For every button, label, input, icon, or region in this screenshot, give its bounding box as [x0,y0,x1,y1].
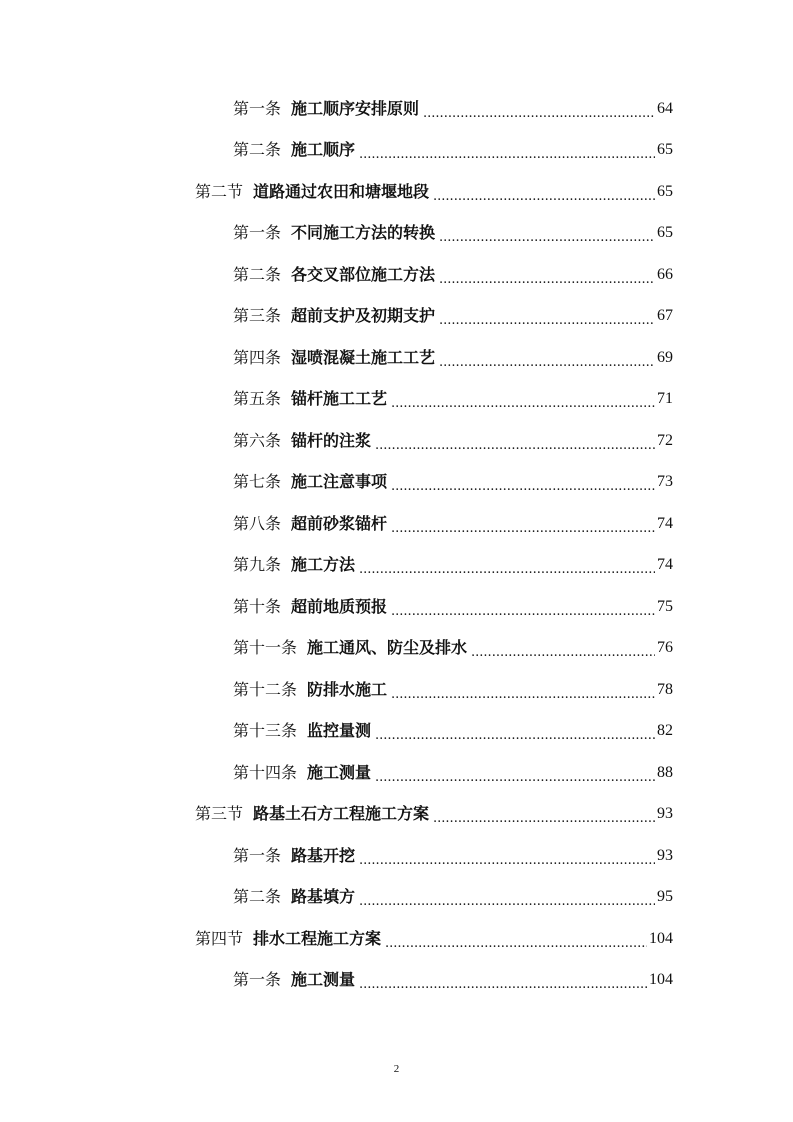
dot-leader [471,643,655,669]
toc-entry-title: 超前砂浆锚杆 [291,513,388,533]
toc-entry-number: 第一条 [233,970,282,990]
dot-leader [359,560,655,586]
toc-entry-number: 第七条 [233,472,282,492]
toc-entry[interactable] [0,254,673,296]
toc-entry-page: 95 [657,888,673,906]
toc-entry-page: 66 [657,265,673,283]
toc-entry[interactable] [0,379,673,421]
toc-entry-title: 施工测量 [291,970,356,990]
toc-entry-page: 104 [649,971,673,989]
dot-leader [359,975,647,1001]
dot-leader [391,394,655,420]
toc-entry-number: 第十二条 [233,679,298,699]
dot-leader [423,104,655,130]
toc-entry[interactable] [0,503,673,545]
toc-entry-title: 施工测量 [307,762,372,782]
toc-entry-page: 71 [657,390,673,408]
toc-entry-number: 第一条 [233,98,282,118]
toc-entry[interactable] [0,337,673,379]
toc-entry-page: 69 [657,348,673,366]
toc-entry-page: 104 [649,929,673,947]
toc-entry-number: 第四节 [195,928,244,948]
toc-entry-title: 路基填方 [291,887,356,907]
toc-entry-number: 第五条 [233,389,282,409]
toc-entry-title: 防排水施工 [307,679,388,699]
dot-leader [375,768,655,794]
toc-entry[interactable] [0,960,673,1002]
toc-entry[interactable] [0,88,673,130]
toc-entry-number: 第十条 [233,596,282,616]
dot-leader [391,519,655,545]
table-of-contents [0,88,793,1001]
toc-entry-page: 88 [657,763,673,781]
toc-entry-number: 第三节 [195,804,244,824]
dot-leader [391,477,655,503]
toc-entry[interactable] [0,628,673,670]
toc-entry-number: 第十四条 [233,762,298,782]
toc-entry-title: 湿喷混凝土施工工艺 [291,347,436,367]
dot-leader [391,602,655,628]
toc-entry[interactable] [0,669,673,711]
toc-entry[interactable] [0,877,673,919]
toc-entry-page: 76 [657,639,673,657]
dot-leader [439,353,655,379]
toc-entry-title: 锚杆施工工艺 [291,389,388,409]
toc-entry-page: 74 [657,556,673,574]
dot-leader [359,145,655,171]
dot-leader [359,892,655,918]
toc-entry-number: 第九条 [233,555,282,575]
toc-entry-page: 64 [657,99,673,117]
toc-entry-page: 73 [657,473,673,491]
toc-entry-title: 排水工程施工方案 [253,928,382,948]
toc-entry-title: 施工顺序 [291,140,356,160]
toc-entry[interactable] [0,711,673,753]
toc-entry-number: 第十三条 [233,721,298,741]
toc-entry-number: 第二条 [233,264,282,284]
toc-entry-page: 82 [657,722,673,740]
toc-entry-page: 74 [657,514,673,532]
toc-entry-page: 67 [657,307,673,325]
dot-leader [359,851,655,877]
dot-leader [439,311,655,337]
toc-entry-title: 各交叉部位施工方法 [291,264,436,284]
toc-section[interactable] [0,171,673,213]
toc-entry-title: 路基土石方工程施工方案 [253,804,430,824]
toc-entry-page: 93 [657,846,673,864]
toc-entry-page: 93 [657,805,673,823]
toc-entry-page: 78 [657,680,673,698]
toc-entry-page: 65 [657,224,673,242]
toc-entry-title: 施工顺序安排原则 [291,98,420,118]
dot-leader [391,685,655,711]
toc-entry-number: 第三条 [233,306,282,326]
dot-leader [375,726,655,752]
toc-entry[interactable] [0,545,673,587]
toc-entry-number: 第一条 [233,223,282,243]
dot-leader [375,436,655,462]
toc-entry-title: 超前地质预报 [291,596,388,616]
toc-entry-number: 第六条 [233,430,282,450]
toc-entry-page: 65 [657,141,673,159]
toc-entry[interactable] [0,462,673,504]
dot-leader [439,228,655,254]
toc-entry-title: 施工方法 [291,555,356,575]
toc-entry-number: 第二条 [233,887,282,907]
toc-entry-number: 第八条 [233,513,282,533]
toc-entry[interactable] [0,213,673,255]
toc-entry[interactable] [0,420,673,462]
toc-entry-number: 第十一条 [233,638,298,658]
dot-leader [433,187,655,213]
toc-entry-number: 第一条 [233,845,282,865]
toc-entry-number: 第二节 [195,181,244,201]
dot-leader [385,934,647,960]
toc-entry-title: 道路通过农田和塘堰地段 [253,181,430,201]
toc-entry-title: 施工通风、防尘及排水 [307,638,468,658]
toc-section[interactable] [0,918,673,960]
toc-entry-page: 65 [657,182,673,200]
toc-entry[interactable] [0,296,673,338]
dot-leader [439,270,655,296]
toc-entry-title: 锚杆的注浆 [291,430,372,450]
toc-entry-page: 72 [657,431,673,449]
toc-section[interactable] [0,794,673,836]
toc-entry[interactable] [0,130,673,172]
toc-entry-title: 路基开挖 [291,845,356,865]
toc-entry-title: 超前支护及初期支护 [291,306,436,326]
toc-entry-number: 第二条 [233,140,282,160]
toc-entry[interactable] [0,835,673,877]
toc-entry-title: 不同施工方法的转换 [291,223,436,243]
toc-entry[interactable] [0,752,673,794]
toc-entry[interactable] [0,586,673,628]
page-number: 2 [393,1063,400,1075]
toc-entry-title: 施工注意事项 [291,472,388,492]
dot-leader [433,809,655,835]
toc-entry-number: 第四条 [233,347,282,367]
toc-entry-title: 监控量测 [307,721,372,741]
toc-entry-page: 75 [657,597,673,615]
